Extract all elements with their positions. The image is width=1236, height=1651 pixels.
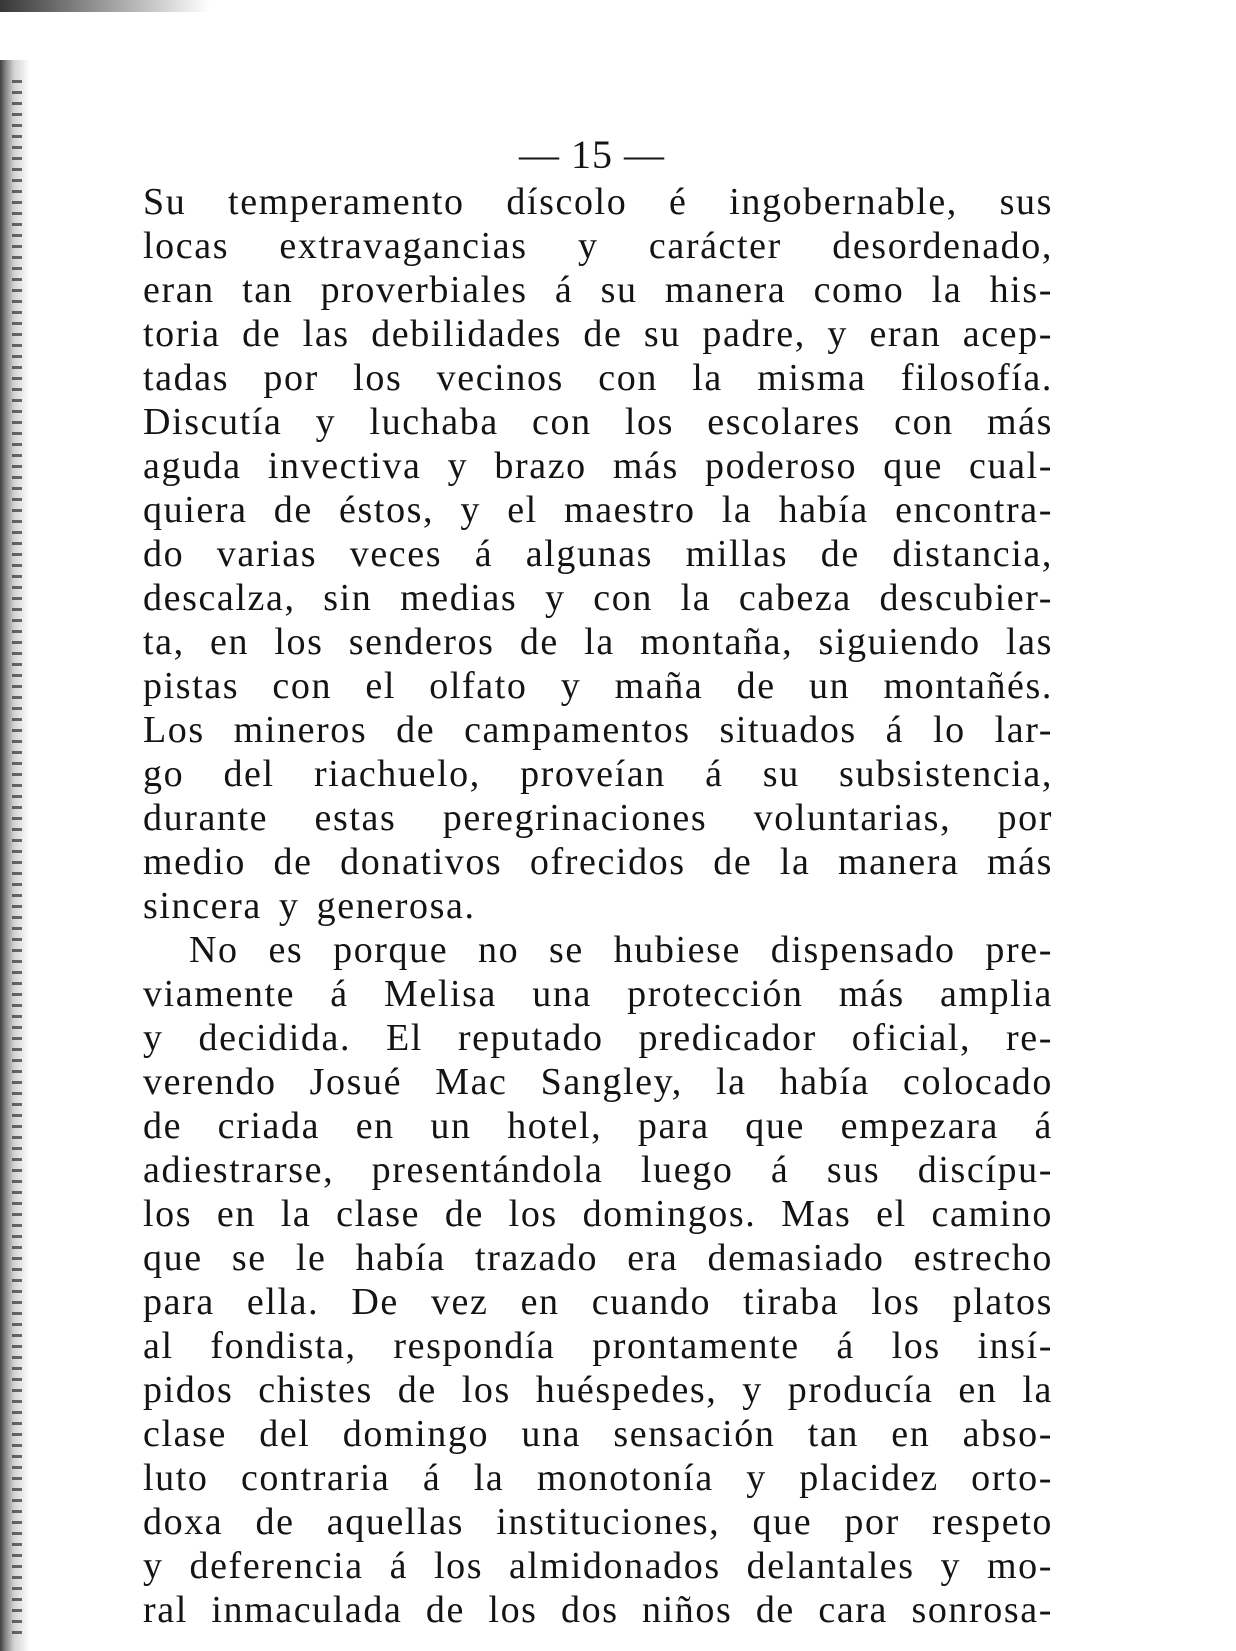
text-line: luto contraria á la monotonía y placidez orto- — [143, 1457, 1053, 1499]
text-line: Discutía y luchaba con los escolares con más — [143, 401, 1053, 443]
text-line: para ella. De vez en cuando tiraba los platos — [143, 1281, 1053, 1323]
text-line: que se le había trazado era demasiado estrecho — [143, 1237, 1053, 1279]
scan-smudge — [0, 0, 210, 12]
text-line: al fondista, respondía prontamente á los insí- — [143, 1325, 1053, 1367]
page-number: — 15 — — [519, 132, 665, 177]
text-line: go del riachuelo, proveían á su subsistencia, — [143, 753, 1053, 795]
text-line: doxa de aquellas instituciones, que por respeto — [143, 1501, 1053, 1543]
text-line: Su temperamento díscolo é ingobernable, sus — [143, 181, 1053, 223]
text-line: quiera de éstos, y el maestro la había encontra- — [143, 489, 1053, 531]
text-line: viamente á Melisa una protección más amplia — [143, 973, 1053, 1015]
text-line: clase del domingo una sensación tan en abso- — [143, 1413, 1053, 1455]
text-line: descalza, sin medias y con la cabeza descubier- — [143, 577, 1053, 619]
text-line: verendo Josué Mac Sangley, la había colocado — [143, 1061, 1053, 1103]
text-line: do varias veces á algunas millas de distancia, — [143, 533, 1053, 575]
text-line: Los mineros de campamentos situados á lo lar- — [143, 709, 1053, 751]
text-line: toria de las debilidades de su padre, y eran acep- — [143, 313, 1053, 355]
text-line: eran tan proverbiales á su manera como la his- — [143, 269, 1053, 311]
text-line: y decidida. El reputado predicador oficial, re- — [143, 1017, 1053, 1059]
text-line: No es porque no se hubiese dispensado pre- — [189, 929, 1053, 971]
text-line: medio de donativos ofrecidos de la manera más — [143, 841, 1053, 883]
text-line: tadas por los vecinos con la misma filosofía. — [143, 357, 1053, 399]
text-line: sincera y generosa. — [143, 885, 476, 927]
text-line: aguda invectiva y brazo más poderoso que cual- — [143, 445, 1053, 487]
paragraph-2 — [143, 928, 1053, 1632]
body-text — [143, 180, 1053, 1632]
text-line: pistas con el olfato y maña de un montañés. — [143, 665, 1053, 707]
text-line: durante estas peregrinaciones voluntarias, por — [143, 797, 1053, 839]
text-line: locas extravagancias y carácter desordenado, — [143, 225, 1053, 267]
text-line: ta, en los senderos de la montaña, siguiendo las — [143, 621, 1053, 663]
binding-streaks — [12, 80, 22, 1640]
text-line: y deferencia á los almidonados delantales y mo- — [143, 1545, 1053, 1587]
text-line: los en la clase de los domingos. Mas el camino — [143, 1193, 1053, 1235]
text-line: de criada en un hotel, para que empezara á — [143, 1105, 1053, 1147]
paragraph-1 — [143, 180, 1053, 928]
text-line: adiestrarse, presentándola luego á sus discípu- — [143, 1149, 1053, 1191]
text-line: pidos chistes de los huéspedes, y producía en la — [143, 1369, 1053, 1411]
text-line: ral inmaculada de los dos niños de cara sonrosa- — [143, 1589, 1053, 1631]
